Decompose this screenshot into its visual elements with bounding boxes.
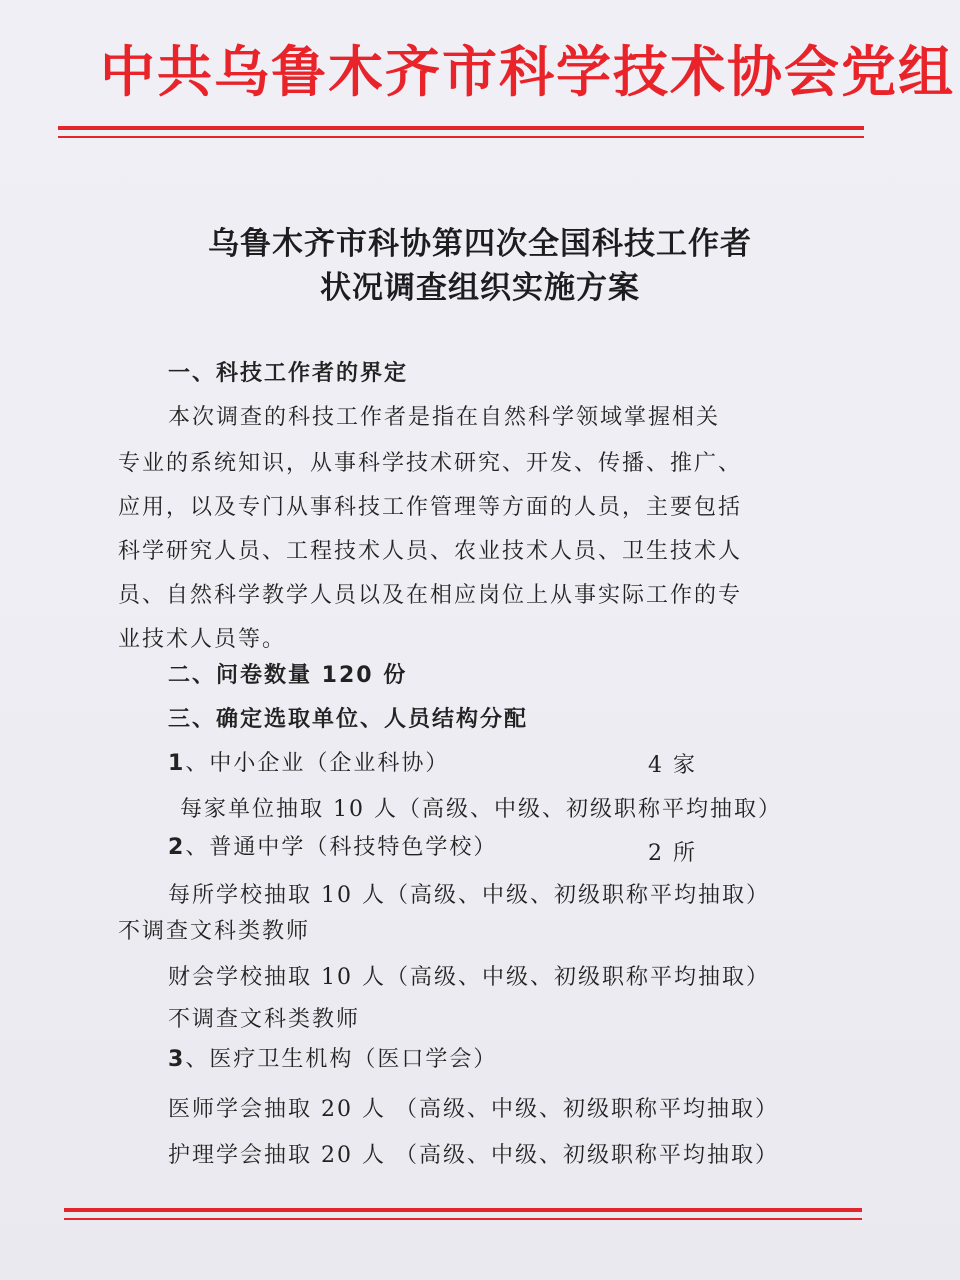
- footer-rule-thick: [64, 1208, 862, 1212]
- section-2-heading: 二、问卷数量 120 份: [168, 663, 408, 688]
- item-3-label: 、医疗卫生机构（医口学会）: [185, 1047, 498, 1072]
- item-2-note-2: 不调查文科类教师: [168, 1007, 361, 1032]
- item-1-number: 1: [168, 751, 186, 776]
- item-1-detail: 每家单位抽取 10 人（高级、中级、初级职称平均抽取）: [180, 797, 782, 822]
- item-2-label: 、普通中学（科技特色学校）: [185, 835, 498, 860]
- section-1-para-line: 专业的系统知识，从事科学技术研究、开发、传播、推广、: [118, 451, 743, 476]
- header-rule-thin: [58, 136, 864, 138]
- document-title-line-1: 乌鲁木齐市科协第四次全国科技工作者: [208, 226, 752, 262]
- item-3-detail-1: 医师学会抽取 20 人 （高级、中级、初级职称平均抽取）: [168, 1097, 779, 1122]
- section-1-para-line: 员、自然科学教学人员以及在相应岗位上从事实际工作的专: [118, 583, 743, 608]
- item-2-title: [168, 830, 497, 861]
- item-3-detail-2: 护理学会抽取 20 人 （高级、中级、初级职称平均抽取）: [168, 1143, 779, 1168]
- letterhead-title: 中共乌鲁木齐市科学技术协会党组: [100, 40, 956, 104]
- item-2-count: 2 所: [648, 841, 697, 866]
- item-1-label: 、中小企业（企业科协）: [185, 751, 450, 776]
- footer-rule-thin: [64, 1218, 862, 1220]
- section-3-heading: 三、确定选取单位、人员结构分配: [168, 707, 529, 732]
- document-title-line-2: 状况调查组织实施方案: [320, 270, 640, 306]
- section-1-para-line: 业技术人员等。: [118, 627, 287, 652]
- item-1-title: [168, 746, 449, 777]
- item-2-detail-2: 财会学校抽取 10 人（高级、中级、初级职称平均抽取）: [168, 965, 770, 990]
- header-rule-thick: [58, 126, 864, 130]
- section-1-heading: 一、科技工作者的界定: [168, 361, 409, 386]
- section-1-para-line: 应用，以及专门从事科技工作管理等方面的人员，主要包括: [118, 495, 743, 520]
- section-1-para-line: 本次调查的科技工作者是指在自然科学领域掌握相关: [168, 405, 721, 430]
- item-2-detail-1: 每所学校抽取 10 人（高级、中级、初级职称平均抽取）: [168, 883, 770, 908]
- item-3-title: [168, 1042, 497, 1073]
- item-1-count: 4 家: [648, 753, 697, 778]
- item-2-number: 2: [168, 835, 186, 860]
- item-2-note-1: 不调查文科类教师: [118, 919, 311, 944]
- section-1-para-line: 科学研究人员、工程技术人员、农业技术人员、卫生技术人: [118, 539, 743, 564]
- item-3-number: 3: [168, 1047, 186, 1072]
